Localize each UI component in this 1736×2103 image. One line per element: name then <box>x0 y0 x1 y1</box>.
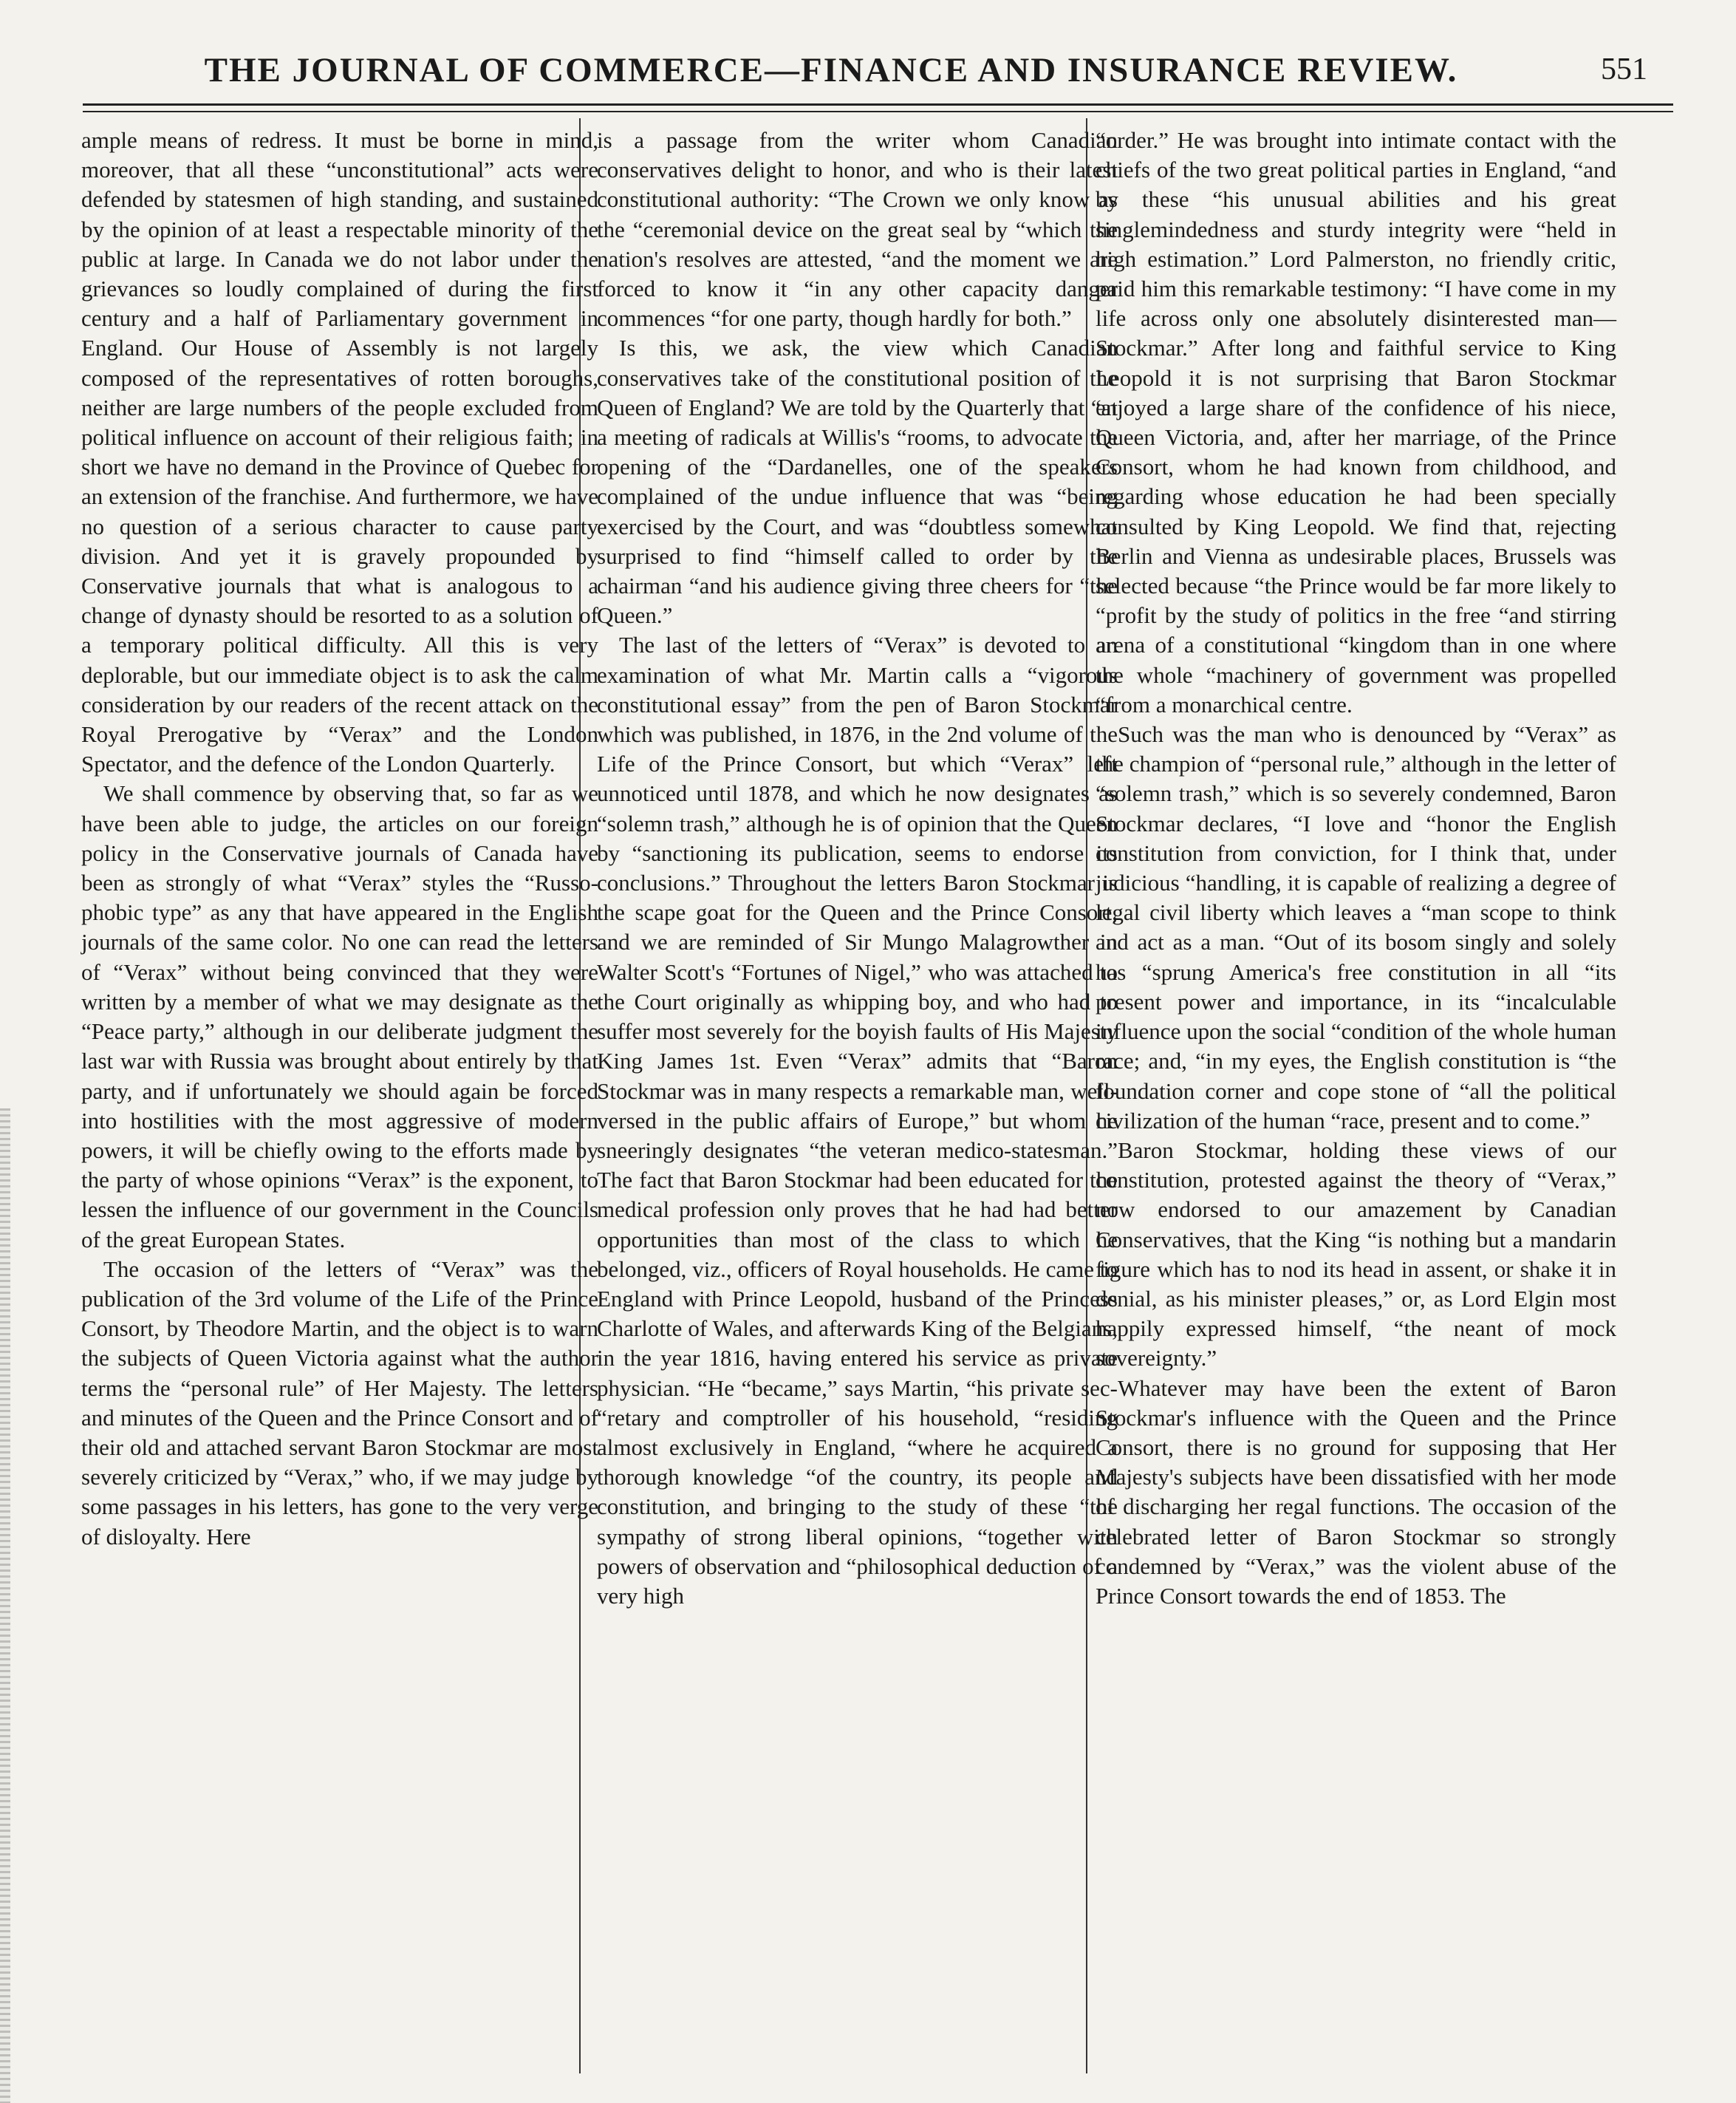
paragraph: Whatever may have been the extent of Baron Stockmar's influence with the Queen and the Prince Consort, there is no ground for supposing that Her Majesty's subjects have been dissatisfied with her mode of discharging her regal functions. The occasion of the celebrated letter of Baron Stockmar so strongly condemned by “Verax,” was the violent abuse of the Prince Consort towards the end of 1853. The <box>1096 1374 1616 1609</box>
paragraph: We shall commence by observing that, so far as we have been able to judge, the articles on our foreign policy in the Conservative journals of Canada have been as strongly of what “Verax” styles the “Russo-phobic type” as any that have appeared in the English journals of the same color. No one can read the letters of “Verax” without being convinced that they were written by a member of what we may designate as the “Peace party,” although in our deliberate judgment the last war with Russia was brought about entirely by that party, and if unfortunately we should again be forced into hostilities with the most aggressive of modern powers, it will be chiefly owing to the efforts made by the party of whose opinions “Verax” is the exponent, to lessen the influence of our government in the Councils of the great European States. <box>81 780 598 1252</box>
scan-edge-artifact <box>0 1108 10 2103</box>
paragraph: “order.” He was brought into intimate contact with the chiefs of the two great political parties in England, “and by these “his unusual abilities and his great singlemindedness and sturdy integrity were “held in high estimation.” Lord Palmerston, no friendly critic, paid him this remarkable testimony: “I have come in my life across only one absolutely disinterested man—Stockmar.” After long and faithful service to King Leopold it is not surprising that Baron Stockmar enjoyed a large share of the confidence of his niece, Queen Victoria, and, after her marriage, of the Prince Consort, whom he had known from childhood, and regarding whose education he had been specially consulted by King Leopold. We find that, rejecting Berlin and Vienna as undesirable places, Brussels was selected because “the Prince would be far more likely to “profit by the study of politics in the free “and stirring arena of a constitutional “kingdom than in one where the whole “machinery of government was propelled “from a monarchical centre. <box>1096 127 1616 718</box>
column-2 <box>597 126 1118 1611</box>
journal-title: THE JOURNAL OF COMMERCE—FINANCE AND INSURANCE REVIEW. <box>204 51 1458 89</box>
running-header <box>81 46 1662 98</box>
paragraph: The last of the letters of “Verax” is devoted to an examination of what Mr. Martin calls a “vigorous constitutional essay” from the pen of Baron Stockmar which was published, in 1876, in the 2nd volume of the Life of the Prince Consort, but which “Verax” left unnoticed until 1878, and which he now designates as “solemn trash,” although he is of opinion that the Queen by “sanctioning its publication, seems to endorse its conclusions.” Throughout the letters Baron Stockmar is the scape goat for the Queen and the Prince Consort, and we are reminded of Sir Mungo Malagrowther in Walter Scott's “Fortunes of Nigel,” who was attached to the Court originally as whipping boy, and who had to suffer most severely for the boyish faults of His Majesty King James 1st. Even “Verax” admits that “Baron Stockmar was in many respects a remarkable man, well-versed in the public affairs of Europe,” but whom he sneeringly designates “the veteran medico-statesman.” The fact that Baron Stockmar had been educated for the medical profession only proves that he had had better opportunities than most of the class to which he belonged, viz., officers of Royal households. He came to England with Prince Leopold, husband of the Princess Charlotte of Wales, and afterwards King of the Belgians, in the year 1816, having entered his service as private physician. “He “became,” says Martin, “his private sec- “retary and comptroller of his household, “residing almost exclusively in England, “where he acquired a thorough knowledge “of the country, its people and constitution, and bringing to the study of these “the sympathy of strong liberal opinions, “together with powers of observation and “philosophical deduction of a very high <box>597 632 1118 1609</box>
paragraph: Is this, we ask, the view which Canadian conservatives take of the constitutional position of the Queen of England? We are told by the Quarterly that “at a meeting of radicals at Willis's “rooms, to advocate the opening of the “Dardanelles, one of the speakers complained of the undue influence that was “being exercised by the Court, and was “doubtless somewhat surprised to find “himself called to order by the chairman “and his audience giving three cheers for “the Queen.” <box>597 335 1118 629</box>
paragraph: is a passage from the writer whom Canadian conservatives delight to honor, and who is their latest constitutional authority: “The Crown we only know as the “ceremonial device on the great seal by “which the nation's resolves are attested, “and the moment we are forced to know it “in any other capacity danger commences “for one party, though hardly for both.” <box>597 127 1118 332</box>
paragraph: Such was the man who is denounced by “Verax” as the champion of “personal rule,” although in the letter of “solemn trash,” which is so severely condemned, Baron Stockmar declares, “I love and “honor the English constitution from conviction, for I think that, under judicious “handling, it is capable of realizing a degree of legal civil liberty which leaves a “man scope to think and act as a man. “Out of its bosom singly and solely has “sprung America's free constitution in all “its present power and importance, in its “incalculable influence upon the social “condition of the whole human race; and, “in my eyes, the English constitution is “the foundation corner and cope stone of “all the political civilization of the human “race, present and to come.” <box>1096 721 1616 1134</box>
paragraph: The occasion of the letters of “Verax” was the publication of the 3rd volume of the Life of the Prince Consort, by Theodore Martin, and the object is to warn the subjects of Queen Victoria against what the author terms the “personal rule” of Her Majesty. The letters and minutes of the Queen and the Prince Consort and of their old and attached servant Baron Stockmar are most severely criticized by “Verax,” who, if we may judge by some passages in his letters, has gone to the very verge of disloyalty. Here <box>81 1255 598 1550</box>
page-number: 551 <box>1601 52 1647 86</box>
header-rule-thick <box>83 103 1673 106</box>
column-1 <box>81 126 598 1552</box>
paragraph: ample means of redress. It must be borne in mind, moreover, that all these “unconstitutional” acts were defended by statesmen of high standing, and sustained by the opinion of at least a respectable minority of the public at large. In Canada we do not labor under the grievances so loudly complained of during the first century and a half of Parliamentary government in England. Our House of Assembly is not largely composed of the representatives of rotten boroughs, neither are large numbers of the people excluded from political influence on account of their religious faith; in short we have no demand in the Province of Quebec for an extension of the franchise. And furthermore, we have no question of a serious character to cause party division. And yet it is gravely propounded by Conservative journals that what is analogous to a change of dynasty should be resorted to as a solution of a temporary political difficulty. All this is very deplorable, but our immediate object is to ask the calm consideration by our readers of the recent attack on the Royal Prerogative by “Verax” and the London Spectator, and the defence of the London Quarterly. <box>81 127 598 777</box>
column-3 <box>1096 126 1616 1611</box>
paragraph: Baron Stockmar, holding these views of our constitution, protested against the theory of “Verax,” now endorsed to our amazement by Canadian Conservatives, that the King “is nothing but a mandarin figure which has to nod its head in assent, or shake it in denial, as his minister pleases,” or, as Lord Elgin most happily expressed himself, “the neant of mock sovereignty.” <box>1096 1136 1616 1371</box>
header-rule-thin <box>83 111 1673 112</box>
